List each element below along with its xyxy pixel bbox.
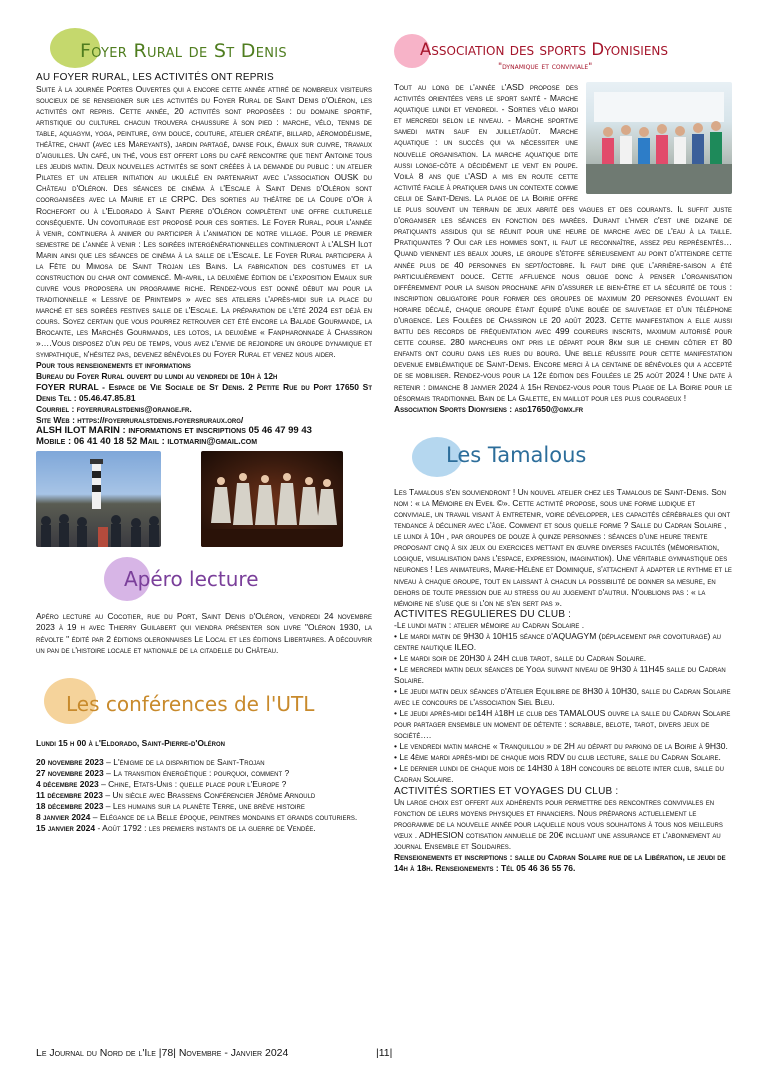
asd-text-block — [394, 82, 732, 415]
asd-header — [394, 28, 732, 82]
foyer-info-line: FOYER RURAL - Espace de Vie Sociale de St Denis. 2 Petite Rue du Port 17650 St Denis Tel : 05.46.47.85.81 — [36, 381, 372, 403]
utl-item: 11 décembre 2023 – Un siècle avec Brassens Conférencier Jérôme Arnould — [36, 789, 316, 800]
foyer-info-line: ALSH ILOT MARIN : informations et inscriptions 05 46 47 99 43 — [36, 424, 312, 436]
utl-item: 18 décembre 2023 – Les humains sur la planète Terre, une brève histoire — [36, 800, 305, 811]
tamalous-trips-heading: ACTIVITÉS SORTIES ET VOYAGES DU CLUB : — [394, 785, 619, 797]
regular-activity: • Le dernier lundi de chaque mois de 14H30 à 18H concours de belote inter club, salle du Cadran Solaire. — [394, 763, 724, 785]
utl-item: 27 novembre 2023 – La transition énergétique : pourquoi, comment ? — [36, 767, 290, 778]
utl-item: 20 novembre 2023 – L'énigme de la disparition de Saint-Trojan — [36, 756, 265, 767]
foyer-info-line: Courriel : foyerruralstdenis@orange.fr. — [36, 403, 192, 414]
regular-activity: • Le mercredi matin deux séances de Yoga suivant niveau de 9H30 à 11H45 salle du Cadran Solaire. — [394, 663, 726, 686]
foyer-info-line: Bureau du Foyer Rural ouvert du lundi au vendredi de 10h à 12h — [36, 371, 278, 382]
asd-body: Tout au long de l'année l'ASD propose des activités orientées vers le sport santé - Marche aquatique lundi et vendredi. - Sorties vélo mardi et mercredi selon le niveau. - Marche sportive samedi matin sauf en juillet/août. Marche aquatique : un succès qui va nécessiter une nouvelle organisation. La marche aquatique dite aussi longe-côte a décidément le vent en poupe. Voilà 8 ans que l'ASD a mis en route cette activité facile à pratiquer dans un contexte comme celui de Saint-Denis. La plage de la Boirie offre le plus souvent un terrain de jeux abrité des vagues et des courants. Il suffit juste d'organiser les séances en fonction des marées. Durant l'hiver c'est une dizaine de pratiquants assidus qui se réunit pour une heure de marche avec de l'eau à la taille. Pratiquantes ? Oui car les hommes sont, il faut le reconnaître, assez peu représentés… Quand viennent les beaux jours, le groupe s'étoffe sérieusement au point d'atteindre cette année plus de 40 personnes en sept/octobre. Il faut dire que l'arrière-saison a été particulièrement douce. Cette affluence nous oblige donc à penser l'organisation différemment pour la saison prochaine afin d'assurer le bien-être et la sécurité de tous : inscription obligatoire pour former des groupes de maximum 20 personnes évoluant en horaire décalé, chaque groupe étant équipé d'une bouée de sauvetage et d'un téléphone d'urgence. Les Foulées de Chassiron le 20 août 2023. Cette manifestation a elle aussi battu des records de fréquentation avec 499 coureurs inscrits, maximum autorisé pour cette course. 280 marcheurs ont pris le départ pour 8km sur le chemin côtier et 80 enfants ont couru dans les rues du bourg. Une belle réussite pour cette manifestation devenue emblématique de Saint-Denis. Encore merci à la centaine de bénévoles qui a accepté de se mobiliser. Rendez-vous pour la 12e édition des Foulées le 25 août 2024 ! Une date à retenir : dimanche 8 janvier 2024 à 15h Rendez-vous pour tous Plage de La Boirie pour le désormais traditionnel Bain de La Galette, en maillot pour les plus courageux ! — [394, 82, 732, 403]
foyer-title: Foyer Rural de St Denis — [80, 40, 287, 62]
asd-title: Association des sports Dyonisiens — [420, 40, 669, 59]
regular-activity: -Le lundi matin : atelier mémoire au Cadran Solaire . — [394, 619, 585, 630]
foyer-info — [36, 360, 372, 447]
utl-header — [36, 678, 372, 732]
footer-page-number: |11| — [376, 1047, 393, 1059]
foyer-photos — [36, 451, 372, 553]
lighthouse-scene-icon — [36, 451, 161, 547]
theatre-photo — [201, 451, 343, 547]
utl-title: Les conférences de l'UTL — [66, 691, 315, 716]
tamalous-header — [394, 437, 732, 487]
tamalous-regular-heading: ACTIVITES REGULIERES DU CLUB : — [394, 608, 572, 620]
apero-header — [36, 557, 372, 605]
utl-item: 8 janvier 2024 – Elégance de la Belle époque, peintres mondains et grands couturiers. — [36, 811, 358, 822]
regular-activity: • Le 4ème mardi après-midi de chaque mois RDV du club lecture, salle du Cadran Solaire. — [394, 752, 721, 763]
tamalous-regular-list — [394, 620, 732, 786]
tamalous-body: Les Tamalous s'en souviendront ! Un nouvel atelier chez les Tamalous de Saint-Denis. Son nom : « la Mémoire en Eveil ©». Cette activité propose, sous une forme ludique et conviviale, un travail visant à entretenir, voire développer, les capacités cérébrales qui ont tendance à décliner avec l'âge. Comment et sous quelle forme ? Salle du Cadran Solaire , le lundi à 10h , par groupes de douze à quinze personnes : séances d'une heure trente proposant cinq à six jeux ou exercices mettant en œuvre diverses facultés (mémorisation, logique, visualisation dans l'espace, expression, imagination). Une véritable gymnastique des neurones ! Les animateurs, Marie-Hélène et Dominique, s'attachent à adapter le rythme et le niveau à chaque groupe, tout en laissant à chacun la possibilité de donner sa mesure, en dehors de toute pression due au stress ou au jugement d'autrui. N'oublions pas : « la mémoire ne s'use que si l'on ne s'en sert pas ». — [394, 486, 732, 608]
tamalous-contact: Renseignements et inscriptions : salle du Cadran Solaire rue de la Libération, le jeudi de 14h à 18h. Renseignements : Tél 05 46 36 55 76. — [394, 851, 726, 873]
footer-journal: Le Journal du Nord de l'Ile |78| Novembre - Janvier 2024 — [36, 1047, 289, 1059]
apero-body: Apéro lecture au Cocotier, rue du Port, Saint Denis d'Oléron, vendredi 24 novembre 2023 à 19 h avec Thierry Guilabert qui viendra présenter son livre "Oléron 1930, la révolte " édité par 2 éditions oleronnaises Le Local et les éditions Libertaires. A découvrir un pan de l'histoire locale et nationale de la citadelle du Château. — [36, 611, 372, 655]
right-column — [394, 28, 732, 874]
foyer-body: Suite à la journée Portes Ouvertes qui a encore cette année attiré de nombreux visiteurs soucieux de se renseigner sur les activités du Foyer Rural de Saint Denis d'Oléron, les activités ont repris. Cette année, 20 activités sont proposées : du domaine sportif, artistique ou culturel chacun trouvera chaussure à son pied : marche, vélo, tennis de table, aquagym, yoga, peinture, gym douce, couture, atelier créatif, billard, aéromodélisme, théâtre, chant (avec les Mareyants), jardin partagé, danse folk, émaux sur cuivre, travaux d'aiguilles. Un café, un thé, vous est offert lors du café rencontre que tient Antoine tous les jeudis matin. Deux nouvelles activités se sont créées à la demande du public : un atelier Pilates et un atelier initiation au ukulélé en partenariat avec l'association OUSK du Château d'Oléron. Des séances de cinéma à l'Escale à Saint Denis d'Oléron sont coorganisées avec la Mairie et le CRPC. Des sorties au théâtre de la Coupe d'Or à Rochefort ou à l'Eldorado à Saint Pierre d'Oléron complètent une offre culturelle conséquente. Un covoiturage est proposé pour ces sorties. Le Foyer Rural, pour l'année à venir, continuera à animer ou participer à l'animation de notre village. Pour le premier semestre de l'année à venir : Les soirées intergénérationnelles continueront à l'ALSH Ilot Marin ainsi que les séances de cinéma à la salle de l'Escale. Le Foyer Rural participera à la Fête du Mimosa de Saint Trojan les Bains. La fabrication des costumes et la construction du char ont commencé. Mi-avril, la deuxième édition de l'exposition Emaux sur cuivre vous proposera un programme riche. Rendez-vous est donné début mai pour la traditionnelle « Lessive de Printemps » avec ses ateliers l'après-midi sur la place du marché et ses soirées festives salle de l'Escale. La préparation de l'été 2024 est déjà en cours. Soyez certain que vous pourrez retrouver cet été encore la Balade Gourmande, la Brocante, les Marchés Gourmands, les lotos, la deuxième « Fanpharonnade à Chassiron »….Vous disposez d'un peu de temps, vous avez l'envie de rejoindre un groupe dynamique et sympathique, n'hésitez pas, devenez bénévoles du Foyer Rural et venez nous aider. — [36, 84, 372, 360]
utl-list — [36, 757, 372, 834]
left-column — [36, 28, 372, 834]
foyer-info-line: Pour tous renseignements et informations — [36, 360, 191, 371]
regular-activity: • Le vendredi matin marche « Tranquillou » de 2H au départ du parking de la Boirie à 9H30. — [394, 741, 728, 752]
tamalous-trips: Un large choix est offert aux adhérents pour permettre des rencontres conviviales en fonction de leurs moyens physiques et financiers. Nous préparons actuellement le programme de la nouvelle année pour laquelle nous vous souhaitons à tous nos meilleurs vœux . ADHESION cotisation annuelle de 20€ incluant une assurance et l'abonnement au journal Ensemble et Solidaires. — [394, 796, 723, 851]
asd-subtitle: "dynamique et conviviale" — [498, 62, 593, 72]
runners-group-icon — [586, 82, 732, 194]
regular-activity: • Le jeudi après-midi de14H à18H le club des TAMALOUS ouvre la salle du Cadran Solaire pour partager ensemble un moment de détente : scrabble, belote, tarot, divers jeux de société…. — [394, 708, 731, 741]
utl-lead: Lundi 15 h 00 à l'Eldorado, Saint-Pierre-d'Oléron — [36, 737, 225, 748]
stage-performers-icon — [201, 451, 343, 547]
regular-activity: • Le mardi soir de 20H30 à 24H club tarot, salle du Cadran Solaire. — [394, 652, 647, 663]
foyer-header — [36, 28, 372, 72]
regular-activity: • Le mardi matin de 9H30 à 10H15 séance d'AQUAGYM (déplacement par covoiturage) au centre nautique ILEO. — [394, 630, 721, 652]
asd-contact: Association Sports Dionysiens : asd17650@gmx.fr — [394, 403, 584, 414]
utl-item: 15 janvier 2024 - Août 1792 : les premiers instants de la guerre de Vendée. — [36, 822, 316, 833]
apero-title: Apéro lecture — [124, 567, 259, 592]
foyer-info-line: Mobile : 06 41 40 18 52 Mail : ilotmarin@gmail.com — [36, 435, 258, 447]
brocante-photo — [36, 451, 161, 547]
foyer-info-line: Site Web : https://foyerruralstdenis.foyersruraux.org/ — [36, 414, 244, 425]
tamalous-title: Les Tamalous — [446, 442, 587, 467]
regular-activity: • Le jeudi matin deux séances d'Atelier Equilibre de 8H30 à 10H30, salle du Cadran Solaire avec le concours de l'association Siel Bleu. — [394, 686, 731, 708]
foyer-heading: AU FOYER RURAL, LES ACTIVITÉS ONT REPRIS — [36, 72, 274, 83]
utl-item: 4 décembre 2023 – Chine, Etats-Unis : quelle place pour l'Europe ? — [36, 778, 287, 789]
asd-group-photo — [586, 82, 732, 194]
